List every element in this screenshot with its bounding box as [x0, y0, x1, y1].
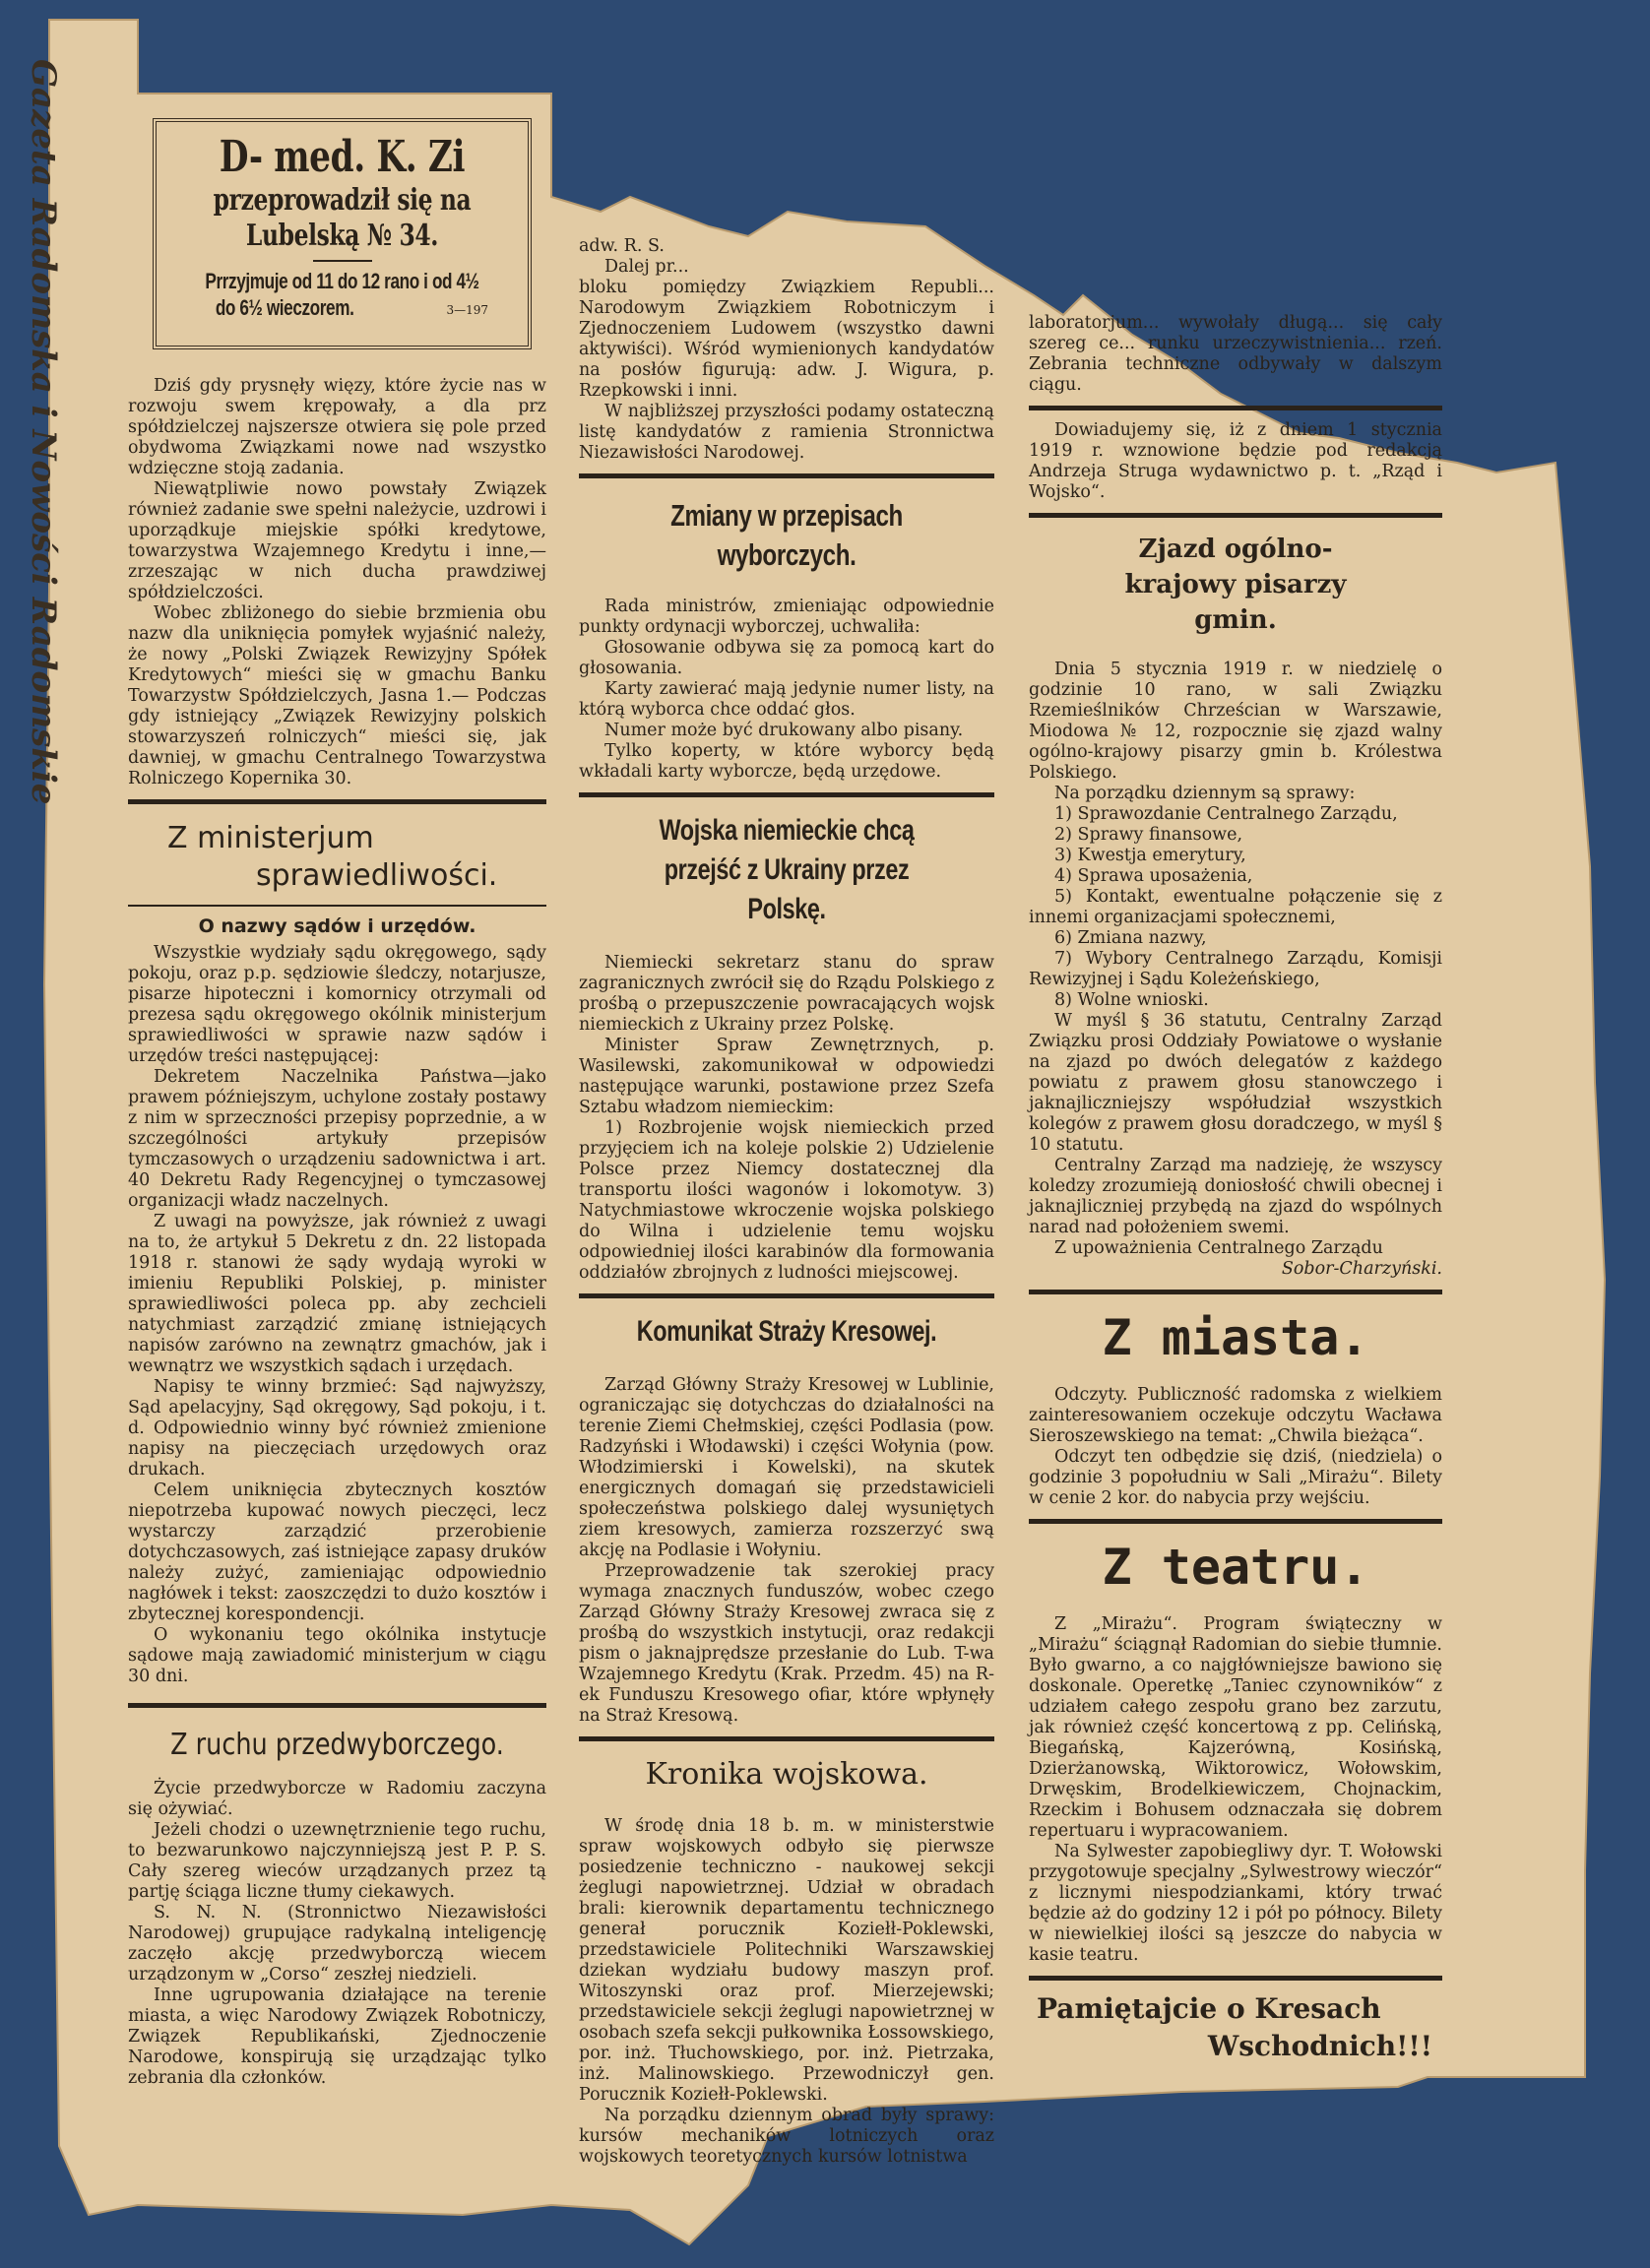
candidates-paragraph: W najbliższej przyszłości podamy ostateczną listę kandydatów z ramienia Stronnictwa Niezawisłości Narodowej.: [579, 402, 994, 463]
agenda-item: 6) Zmiana nazwy,: [1054, 928, 1207, 948]
divider: [579, 1736, 994, 1741]
changes-paragraph: Rada ministrów, zmieniając odpowiednie punkty ordynacji wyborczej, uchwaliła:: [579, 597, 994, 637]
ministry-paragraph: Wszystkie wydziały sądu okręgowego, sądy pokoju, oraz p.p. sędziowie śledczy, notarjusze, pisarze hipoteczni i komornicy otrzymali od prezesa sądu okręgowego okólnik ministerjum sprawiedliwości w sprawie nazw sądów i urzędów treści następującej:: [128, 943, 546, 1066]
changes-paragraph: Głosowanie odbywa się za pomocą kart do głosowania.: [579, 638, 994, 678]
military-heading: Kronika wojskowa.: [645, 1757, 928, 1792]
guard-heading: Komunikat Straży Kresowej.: [636, 1315, 937, 1348]
ministry-paragraph: O wykonaniu tego okólnika instytucje sądowe mają zawiadomić ministerjum w ciągu 30 dni.: [128, 1625, 546, 1686]
column-1: [128, 376, 546, 2089]
agenda-item: 8) Wolne wnioski.: [1054, 990, 1209, 1010]
ministry-paragraph: Napisy te winny brzmieć: Sąd najwyższy, Sąd apelacyjny, Sąd okręgowy, Sąd pokoju, i t. d. Odpowiednio winny być również zmienione napisy na pieczęciach urzędowych oraz drukach.: [128, 1377, 546, 1480]
intro-paragraph: Dziś gdy prysnęły więzy, które życie nas w rozwoju swem krępowały, a dla prz spółdzielczej najszersze otwiera się pole przed obydwoma Związkami nowe nad wszystko wdzięczne stoją zadania.: [128, 376, 546, 478]
agenda-item: 5) Kontakt, ewentualne połączenie się z innemi organizacjami społecznemi,: [1029, 887, 1442, 927]
changes-heading: Zmiany w przepisach wyborczych.: [670, 498, 903, 572]
doctor-advertisement: [153, 118, 532, 349]
theatre-paragraph: Z „Mirażu“. Program świąteczny w „Mirażu“ ściągnął Radomian do siebie tłumnie. Było gwarno, a co najgłówniejsze bawiono się doskonale. Operetkę „Taniec czynowników“ z udziałem całego zespołu grano bez zarzutu, jak również część koncertową z pp. Celińską, Biegańską, Kajzerówną, Kosińską, Dzierżanowską, Wiktorowicz, Wołowskim, Drwęskim, Brodelkiewiczem, Chojnackim, Rzeckim i Bohusem odznaczała się dobrem repertuaru i wypracowaniem.: [1029, 1614, 1442, 1841]
city-paragraph: Odczyt ten odbędzie się dziś, (niedziela) o godzinie 3 popołudniu w Sali „Mirażu“. Bilety w cenie 2 kor. do nabycia przy wejściu.: [1029, 1447, 1442, 1508]
congress-heading: Zjazd ogólno-krajowy pisarzy gmin.: [1124, 535, 1347, 635]
troops-paragraph: Minister Spraw Zewnętrznych, p. Wasilewski, zakomunikował w odpowiedzi następujące warunki, postawione przez Szefa Sztabu władzom niemieckim:: [579, 1036, 994, 1117]
divider: [579, 473, 994, 478]
agenda-item: 4) Sprawa uposażenia,: [1054, 866, 1253, 886]
agenda-item: 2) Sprawy finansowe,: [1054, 825, 1243, 845]
troops-heading: Wojska niemieckie chcą przejść z Ukrainy przez Polskę.: [659, 814, 915, 925]
election-paragraph: Inne ugrupowania działające na terenie miasta, a więc Narodowy Związek Robotniczy, Związek Republikański, Zjednoczenie Narodowe, konspirują się urządzając tylko zebrania dla członków.: [128, 1985, 546, 2088]
agenda-heading: Na porządku dziennym są sprawy:: [1054, 784, 1356, 803]
ministry-subheading: O nazwy sądów i urzędów.: [198, 915, 476, 937]
city-paragraph: Odczyty. Publiczność radomska z wielkiem zainteresowaniem oczekuje odczytu Wacława Sieroszewskiego na temat: „Chwila bieżąca“.: [1029, 1385, 1442, 1446]
divider: [1029, 1290, 1442, 1294]
city-heading: Z miasta.: [1102, 1309, 1369, 1366]
theatre-paragraph: Na Sylwester zapobiegliwy dyr. T. Wołowski przygotowuje specjalny „Sylwestrowy wieczór“ z licznymi niespodziankami, który trwać będzie aż do godziny 12 i pół po północy. Bilety w niewielkiej ilości są jeszcze do nabycia w kasie teatru.: [1029, 1842, 1442, 1965]
guard-paragraph: Zarząd Główny Straży Kresowej w Lublinie, ograniczając się dotychczas do działalności na terenie Ziemi Chełmskiej, części Podlasia (pow. Radzyński i Włodawski) i części Wołynia (pow. Włodzimierski i Kowelski), na skutek energicznych domagań się przedstawicieli społeczeństwa polskiego dalej wysuniętych ziem kresowych, zamierza rozszerzyć swą akcję na Podlasie i Wołyniu.: [579, 1375, 994, 1560]
candidates-paragraph: adw. R. S.: [579, 236, 665, 256]
divider: [579, 1293, 994, 1298]
congress-paragraph: W myśl § 36 statutu, Centralny Zarząd Związku prosi Oddziały Powiatowe o wysłanie na zjazd po dwóch delegatów z każdego powiatu z prawem głosu stanowczego i jaknajliczniejszy współudział wszystkich kolegów z prawem głosu doradczego, w myśl § 10 statutu.: [1029, 1011, 1442, 1155]
divider: [128, 905, 546, 907]
changes-paragraph: Numer może być drukowany albo pisany.: [604, 721, 964, 740]
theatre-heading: Z teatru.: [1102, 1539, 1369, 1596]
ministry-paragraph: Dekretem Naczelnika Państwa—jako prawem późniejszym, uchylone zostały postawy z nim w sprzeczności przepisy poprzednie, a w szczególności artykuły przepisów tymczasowych o urządzeniu sadownictwa i art. 40 Dekretu Rady Regencyjnej o tymczasowej organizacji władz naczelnych.: [128, 1067, 546, 1211]
election-heading: Z ruchu przedwyborczego.: [170, 1728, 504, 1762]
ad-hours-end: do 6½ wieczorem.: [215, 295, 354, 320]
military-paragraph: Na porządku dziennym obrad były sprawy: kursów mechaników lotniczych oraz wojskowych teoretycznych kursów lotnistwa: [579, 2106, 994, 2167]
congress-signature: Sobor-Charzyński.: [1281, 1259, 1442, 1279]
ad-title: D- med. K. Zi: [219, 132, 466, 182]
divider: [128, 1703, 546, 1708]
troops-paragraph: Niemiecki sekretarz stanu do spraw zagranicznych zwrócił się do Rządu Polskiego z prośbą o przepuszczenie powracających wojsk niemieckich z Ukrainy przez Polskę.: [579, 953, 994, 1035]
divider: [1029, 513, 1442, 518]
candidates-paragraph: Dalej pr...: [604, 257, 689, 277]
intro-paragraph: Niewątpliwie nowo powstały Związek również zadanie swe spełni należycie, uzdrowi i uporządkuje miejskie spółki kredytowe, towarzystwa Wzajemnego Kredytu i inne,— zrzeszając w nich ducha prawdziwej spółdzielczości.: [128, 479, 546, 602]
agenda-item: 7) Wybory Centralnego Zarządu, Komisji Rewizyjnej i Sądu Koleżeńskiego,: [1029, 949, 1442, 989]
column-3: [1029, 313, 1442, 2065]
agenda-item: 3) Kwestja emerytury,: [1054, 846, 1246, 865]
divider: [1029, 406, 1442, 410]
divider: [579, 792, 994, 797]
election-paragraph: Życie przedwyborcze w Radomiu zaczyna się ożywiać.: [128, 1779, 546, 1819]
intro-paragraph: Wobec zbliżonego do siebie brzmienia obu nazw dla uniknięcia pomyłek wyjaśnić należy, że nowy „Polski Związek Rewizyjny Spółek Kredytowych“ mieści się w gmachu Banku Towarzystw Spółdzielczych, Jasna 1.— Podczas gdy istniejący „Związek Rewizyjny polskich stowarzyszeń rolniczych“ mieści się, jak dawniej, w gmachu Centralnego Towarzystwa Rolniczego Kopernika 30.: [128, 603, 546, 788]
ad-address: przeprowadził się na Lubelską № 34.: [213, 183, 472, 253]
ad-code: 3—197: [446, 303, 488, 317]
congress-paragraph: Centralny Zarząd ma nadzieję, że wszyscy koledzy zrozumieją doniosłość chwili obecnej i jaknajliczniej przybędą na zjazd do wspólnych narad nad położeniem swemi.: [1029, 1156, 1442, 1237]
congress-paragraph: Z upoważnienia Centralnego Zarządu: [1054, 1238, 1383, 1258]
election-paragraph: S. N. N. (Stronnictwo Niezawisłości Narodowej) grupujące radykalną inteligencję zaczęło akcję przedwyborczą wiecem urządzonym w „Corso“ zeszłej niedzieli.: [128, 1903, 546, 1984]
kresy-appeal: Pamiętajcie o Kresach Wschodnich!!!: [1037, 1992, 1432, 2062]
technical-paragraph: laboratorjum... wywołały długą... się cały szereg ce... runku urzeczywistnienia... rzeń. Zebrania techniczne odbywały w dalszym ciągu.: [1029, 313, 1442, 395]
military-paragraph: W środę dnia 18 b. m. w ministerstwie spraw wojskowych odbyło się pierwsze posiedzenie techniczno - naukowej sekcji żeglugi napowietrznej. Udział w obradach brali: kierownik departamentu technicznego generał porucznik Koziełł-Poklewski, przedstawiciele Politechniki Warszawskiej dziekan wydziału budowy maszyn prof. Witoszynski oraz prof. Mierzejewski; przedstawiciele sekcji żeglugi napowietrznej w osobach szefa sekcji pułkownika Łossowskiego, por. inż. Tłuchowskiego, por. inż. Pietrzaka, inż. Malinowskiego. Przewodniczył gen. Porucznik Koziełł-Poklewski.: [579, 1816, 994, 2105]
election-paragraph: Jeżeli chodzi o uzewnętrznienie tego ruchu, to bezwarunkowo najczynniejszą jest P. P. S. Cały szereg wieców urządzanych przez tą partję ściąga liczne tłumy ciekawych.: [128, 1820, 546, 1902]
changes-paragraph: Tylko koperty, w które wyborcy będą wkładali karty wyborcze, będą urzędowe.: [579, 741, 994, 782]
ad-hours: Prrzyjmuje od 11 do 12 rano i od 4½: [205, 269, 479, 293]
ministry-heading: Z ministerjum sprawiedliwości.: [167, 821, 498, 893]
divider: [128, 799, 546, 804]
divider: [1029, 1519, 1442, 1524]
ministry-paragraph: Celem uniknięcia zbytecznych kosztów niepotrzeba kupować nowych pieczęci, lecz wystarczy zarządzić przerobienie dotychczasowych, zaś istniejące zapasy druków należy zużyć, zamieniając odpowiednio nagłówek i tekst: zaoszczędzi to dużo kosztów i zbytecznej korespondencji.: [128, 1480, 546, 1624]
changes-paragraph: Karty zawierać mają jedynie numer listy, na którą wyborca chce oddać głos.: [579, 679, 994, 720]
ministry-paragraph: Z uwagi na powyższe, jak również z uwagi na to, że artykuł 5 Dekretu z dn. 22 listopada 1918 r. stanowi że sądy wydają wyroki w imieniu Republiki Polskiej, p. minister sprawiedliwości poleca pp. aby zechcieli natychmiast zarządzić zmianę istniejących napisów zarówno na zewnątrz gmachów, jak i wewnątrz we wszystkich sądach i urzędach.: [128, 1212, 546, 1376]
column-2: [579, 236, 994, 2168]
agenda-item: 1) Sprawozdanie Centralnego Zarządu,: [1054, 804, 1398, 824]
troops-paragraph: 1) Rozbrojenie wojsk niemieckich przed przyjęciem ich na koleje polskie 2) Udzielenie Polsce przez Niemcy dostatecznej dla transportu ilości wagonów i lokomotyw. 3) Natychmiastowe wkroczenie wojska polskiego do Wilna i udzielenie temu wojsku odpowiedniej ilości karabinów dla formowania oddziałów zbrojnych z ludności miejscowej.: [579, 1118, 994, 1283]
candidates-paragraph: bloku pomiędzy Związkiem Republi... Narodowym Związkiem Robotniczym i Zjednoczeniem Ludowem (wszystko dawni aktywiści). Wśród wymienionych kandydatów na posłów figurują: adw. J. Wigura, p. Rzepkowski i inni.: [579, 278, 994, 401]
congress-paragraph: Dnia 5 stycznia 1919 r. w niedzielę o godzinie 10 rano, w sali Związku Rzemieślników Chrześcian w Warszawie, Miodowa № 12, rozpocznie się zjazd walny ogólno-krajowy pisarzy gmin b. Królestwa Polskiego.: [1029, 660, 1442, 783]
spine-title: Gazeta Radomska i Nowości Radomskie: [24, 59, 63, 805]
guard-paragraph: Przeprowadzenie tak szerokiej pracy wymaga znacznych funduszów, wobec czego Zarząd Główny Straży Kresowej zwraca się z prośbą do wszystkich instytucji, oraz redakcji pism o jaknajprędsze przesłanie do Lub. T-wa Wzajemnego Kredytu (Krak. Przedm. 45) na R-ek Funduszu Kresowego ofiar, które wpłynęły na Straż Kresową.: [579, 1561, 994, 1726]
divider: [1029, 1976, 1442, 1981]
news-paragraph: Dowiadujemy się, iż z dniem 1 stycznia 1919 r. wznowione będzie pod redakcją Andrzeja Struga wydawnictwo p. t. „Rząd i Wojsko“.: [1029, 420, 1442, 502]
